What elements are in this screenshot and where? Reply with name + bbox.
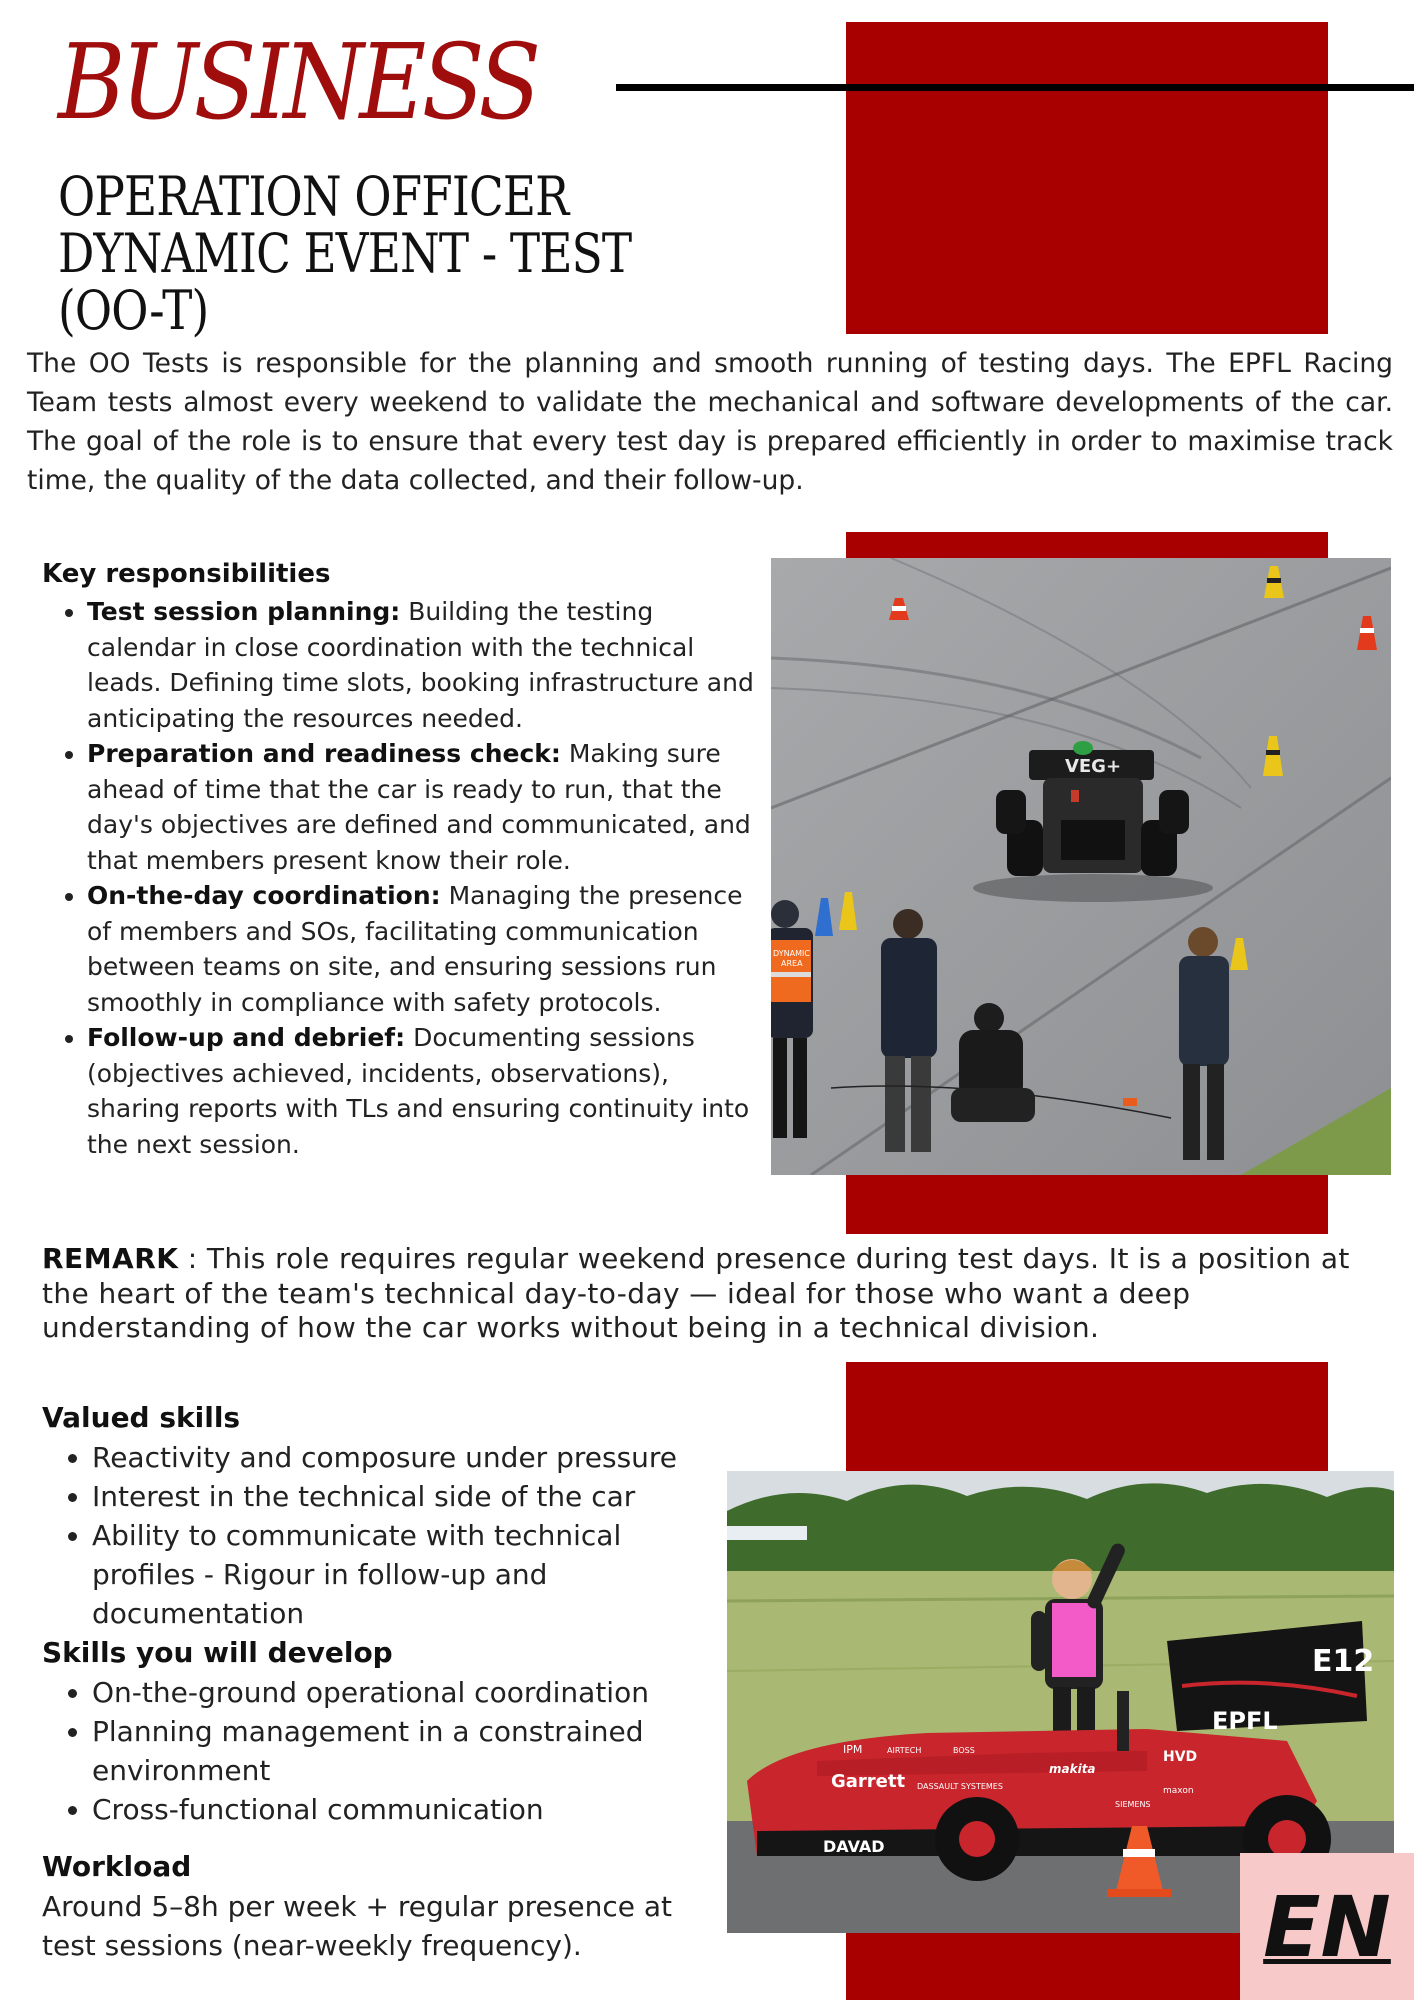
photo2-red-block-bottom — [846, 1932, 1240, 2000]
item-text: Making sure ahead of time that the car is ready to run, that the day's objectives are defined and communicated, and that members present know their role. — [87, 739, 751, 875]
remark-paragraph — [42, 1242, 1382, 1346]
sponsor-text: IPM — [843, 1743, 863, 1756]
rear-wing-text: VEG+ — [1064, 756, 1122, 777]
header-red-block — [846, 22, 1328, 334]
list-item: • Ability to communicate with technical profiles - Rigour in follow-up and documentation — [92, 1516, 722, 1633]
responsibilities-section — [42, 554, 762, 1162]
list-item — [87, 1020, 762, 1162]
item-title: Preparation and readiness check: — [87, 739, 561, 768]
sponsor-text: BOSS — [953, 1746, 975, 1755]
list-item — [87, 878, 762, 1020]
vest-text-1: DYNAMIC — [773, 949, 810, 958]
role-title-line-2: DYNAMIC EVENT - TEST — [58, 222, 632, 285]
list-item — [87, 594, 762, 736]
sponsor-text: makita — [1049, 1762, 1096, 1776]
item-title: On-the-day coordination: — [87, 881, 441, 910]
sponsor-text: AIRTECH — [887, 1746, 922, 1755]
workload-heading: Workload — [42, 1850, 192, 1883]
car-number: E12 — [1312, 1644, 1375, 1679]
track-test-illustration — [771, 558, 1391, 1175]
header-rule — [616, 84, 1414, 91]
remark-label: REMARK — [42, 1242, 179, 1275]
item-text: Documenting sessions (objectives achieved, incidents, observations), sharing reports with TLs and ensuring continuity into the next session. — [87, 1023, 750, 1159]
item-title: Follow-up and debrief: — [87, 1023, 406, 1052]
role-title-line-3: (OO-T) — [58, 279, 209, 342]
list-item — [87, 736, 762, 878]
skills-section — [42, 1398, 722, 1829]
role-title — [58, 165, 696, 342]
category-title: BUSINESS — [58, 21, 537, 143]
sponsor-text: SIEMENS — [1115, 1800, 1151, 1809]
sponsor-text: HVD — [1163, 1749, 1198, 1765]
sponsor-text: Garrett — [831, 1771, 906, 1792]
valued-skills-list — [42, 1438, 722, 1633]
item-title: Test session planning: — [87, 597, 401, 626]
photo1-red-block-bottom — [846, 1174, 1328, 1234]
workload-text: Around 5–8h per week + regular presence at test sessions (near-weekly frequency). — [42, 1890, 672, 1962]
language-badge: EN — [1240, 1853, 1414, 2000]
vest-text-2: AREA — [781, 959, 803, 968]
list-item: • On-the-ground operational coordination — [92, 1673, 722, 1712]
develop-skills-list — [42, 1673, 722, 1829]
role-title-line-1: OPERATION OFFICER — [58, 165, 569, 228]
list-item: • Interest in the technical side of the car — [92, 1477, 722, 1516]
develop-skills-heading: Skills you will develop — [42, 1636, 393, 1669]
list-item: • Reactivity and composure under pressure — [92, 1438, 722, 1477]
remark-text: : This role requires regular weekend presence during test days. It is a position at the heart of the team's technical day-to-day — ideal for those who want a deep understanding of how the car works without being in a technical division. — [42, 1242, 1350, 1344]
item-text: Building the testing calendar in close coordination with the technical leads. Defining time slots, booking infrastructure and anticipating the resources needed. — [87, 597, 754, 733]
list-item: • Cross-functional communication — [92, 1790, 722, 1829]
item-text: Managing the presence of members and SOs, facilitating communication between teams on site, and ensuring sessions run smoothly in compliance with safety protocols. — [87, 881, 743, 1017]
wing-brand: EPFL — [1212, 1707, 1278, 1735]
intro-paragraph: The OO Tests is responsible for the planning and smooth running of testing days. The EPFL Racing Team tests almost every weekend to validate the mechanical and software developments of the car. The goal of the role is to ensure that every test day is prepared efficiently in order to maximise track time, the quality of the data collected, and their follow-up. — [27, 348, 1393, 496]
sponsor-text: DAVAD — [823, 1837, 885, 1856]
rear-wing — [1167, 1621, 1374, 1735]
sponsor-text: maxon — [1163, 1786, 1194, 1796]
responsibilities-heading: Key responsibilities — [42, 559, 331, 589]
sponsor-text: DASSAULT SYSTEMES — [917, 1782, 1003, 1791]
responsibilities-list — [42, 594, 762, 1162]
list-item: • Planning management in a constrained environment — [92, 1712, 722, 1790]
photo2-red-block-top — [846, 1362, 1328, 1472]
valued-skills-heading: Valued skills — [42, 1401, 241, 1434]
track-test-photo — [771, 558, 1391, 1175]
